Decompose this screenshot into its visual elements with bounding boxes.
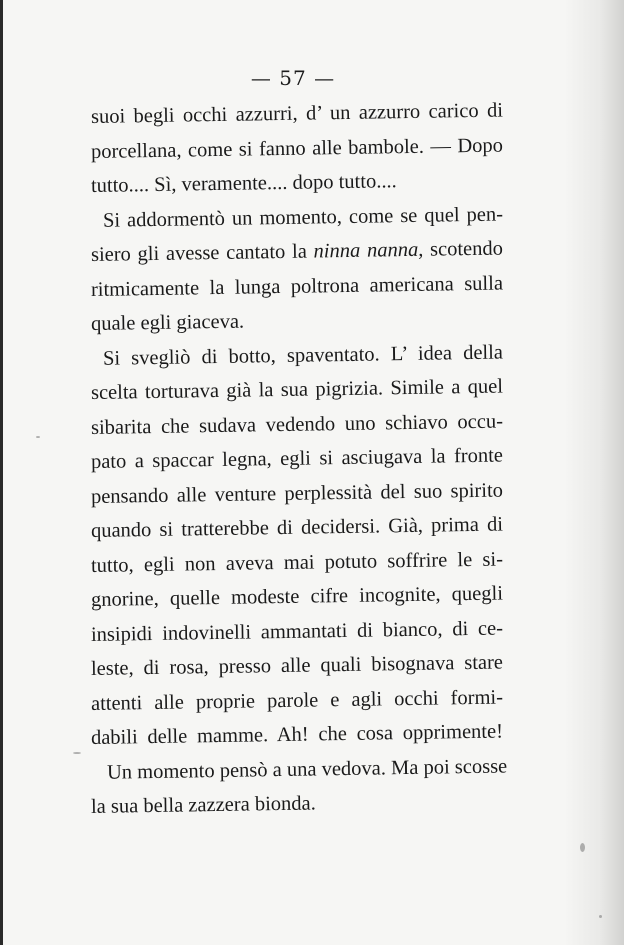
text-line-20: Un momento pensò a una vedova. Ma poi scosse	[106, 754, 508, 784]
text-line-7: quale egli giaceva.	[90, 310, 245, 335]
page-number: — 57 —	[250, 66, 336, 90]
body-text	[90, 99, 508, 825]
text-line-18: attenti alle proprie parole e agli occhi formi-	[90, 686, 504, 715]
text-line-8: Si svegliò di botto, spaventato. L’ idea della	[102, 341, 504, 370]
text-line-16: insipidi indovinelli ammantati di bianco, di ce-	[90, 617, 504, 646]
text-line-17: leste, di rosa, presso alle quali bisognava stare	[90, 651, 504, 680]
paper-speck	[73, 752, 81, 754]
text-line-21: la sua bella zazzera bionda.	[90, 792, 316, 818]
text-line-10: sibarita che sudava vedendo uno schiavo occu-	[90, 410, 504, 439]
text-line-6: ritmicamente la lunga poltrona americana sulla	[90, 272, 504, 301]
paper-speck	[580, 843, 585, 852]
text-line-5-end: scotendo	[423, 237, 504, 261]
text-line-3: tutto.... Sì, veramente.... dopo tutto....	[90, 170, 397, 197]
text-line-14: tutto, egli non aveva mai potuto soffrire le si-	[90, 548, 504, 577]
italic-ninna-nanna: ninna nanna,	[313, 238, 424, 263]
text-line-19: dabili delle mamme. Ah! che cosa opprimente!	[90, 720, 504, 749]
paper-speck	[36, 436, 40, 438]
paper-speck	[599, 915, 602, 918]
text-line-15: gnorine, quelle modeste cifre incognite, quegli	[90, 582, 504, 611]
text-line-1: suoi begli occhi azzurri, d’ un azzurro carico di	[90, 99, 504, 128]
text-line-13: quando si tratterebbe di decidersi. Già, prima di	[90, 513, 504, 542]
text-line-12: pensando alle venture perplessità del suo spirito	[90, 479, 504, 508]
text-line-5-start: siero gli avesse cantato la	[90, 240, 314, 266]
text-line-9: scelta torturava già la sua pigrizia. Simile a quel	[90, 375, 504, 404]
text-line-2: porcellana, come si fanno alle bambole. — Dopo	[90, 134, 504, 163]
text-line-5	[91, 232, 503, 273]
text-line-4: Si addormentò un momento, come se quel pen-	[102, 203, 504, 232]
text-line-11: pato a spaccar legna, egli si asciugava la fronte	[90, 444, 504, 473]
